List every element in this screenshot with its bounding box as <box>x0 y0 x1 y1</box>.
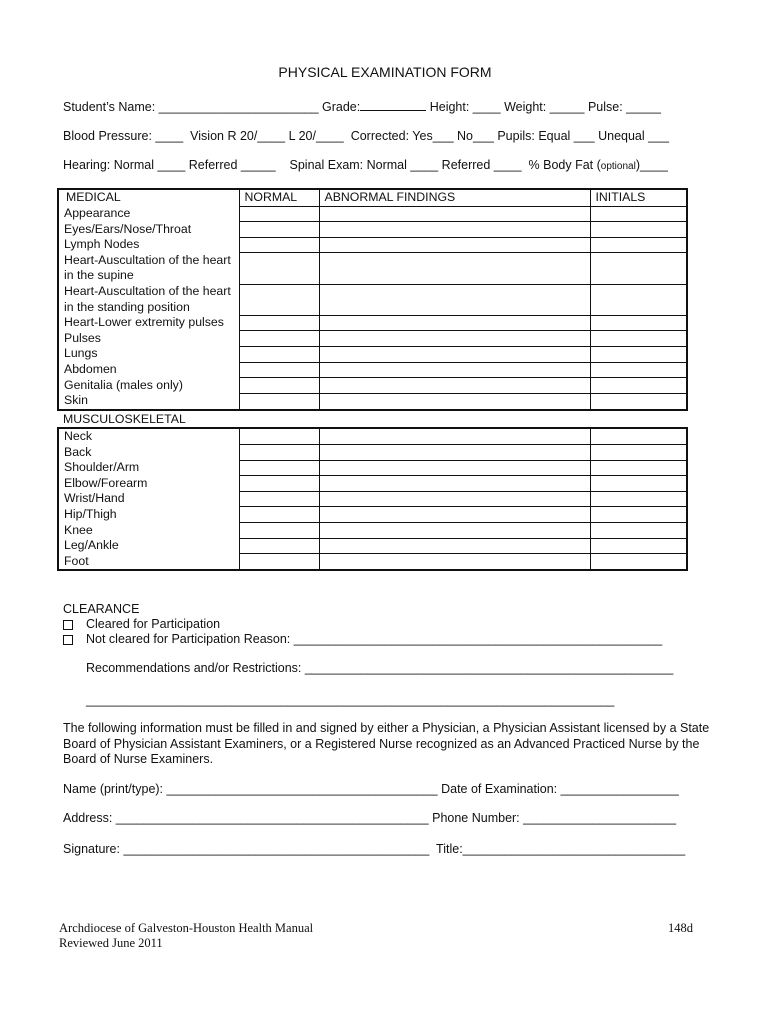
vitals-line: Blood Pressure: ____ Vision R 20/____ L 20/____ Corrected: Yes___ No___ Pupils: Equal ___ Unequal ___ <box>63 129 669 143</box>
table-row <box>58 554 687 571</box>
abnormal-findings-cell[interactable] <box>319 476 590 492</box>
exam-item-label: Lungs <box>58 346 239 362</box>
exam-item-label: Knee <box>58 523 239 539</box>
normal-cell[interactable] <box>239 378 319 394</box>
table-row <box>58 476 687 492</box>
abnormal-findings-cell[interactable] <box>319 253 590 284</box>
not-cleared-checkbox[interactable] <box>63 635 73 645</box>
initials-cell[interactable] <box>590 460 687 476</box>
exam-item-label: Heart-Lower extremity pulses <box>58 315 239 331</box>
table-row <box>58 206 687 222</box>
normal-cell[interactable] <box>239 331 319 347</box>
table-row <box>58 523 687 539</box>
exam-item-label: Wrist/Hand <box>58 491 239 507</box>
table-row <box>58 315 687 331</box>
abnormal-findings-cell[interactable] <box>319 315 590 331</box>
table-row <box>58 538 687 554</box>
abnormal-findings-cell[interactable] <box>319 445 590 461</box>
exam-item-label: Lymph Nodes <box>58 237 239 253</box>
column-header-abnormal: ABNORMAL FINDINGS <box>319 189 590 206</box>
exam-item-label: Shoulder/Arm <box>58 460 239 476</box>
initials-cell[interactable] <box>590 362 687 378</box>
abnormal-findings-cell[interactable] <box>319 460 590 476</box>
body-fat-field: )____ <box>635 158 668 172</box>
exam-item-label: Heart-Auscultation of the heart in the supine <box>58 253 239 284</box>
exam-item-label: Leg/Ankle <box>58 538 239 554</box>
abnormal-findings-cell[interactable] <box>319 346 590 362</box>
abnormal-findings-cell[interactable] <box>319 378 590 394</box>
table-row <box>58 331 687 347</box>
initials-cell[interactable] <box>590 237 687 253</box>
abnormal-findings-cell[interactable] <box>319 538 590 554</box>
normal-cell[interactable] <box>239 284 319 315</box>
initials-cell[interactable] <box>590 331 687 347</box>
normal-cell[interactable] <box>239 445 319 461</box>
exam-item-label: Pulses <box>58 331 239 347</box>
abnormal-findings-cell[interactable] <box>319 284 590 315</box>
recommendations-blank-line: ____________________________________________________________________________ <box>86 693 615 707</box>
clearance-heading: CLEARANCE <box>63 602 140 616</box>
exam-item-label: Elbow/Forearm <box>58 476 239 492</box>
table-row <box>58 237 687 253</box>
hearing-spinal-line <box>63 158 668 172</box>
table-row <box>58 362 687 378</box>
normal-cell[interactable] <box>239 523 319 539</box>
cleared-label: Cleared for Participation <box>86 617 221 631</box>
grade-field[interactable] <box>360 99 426 111</box>
initials-cell[interactable] <box>590 507 687 523</box>
musculoskeletal-heading: MUSCULOSKELETAL <box>63 412 186 426</box>
table-row <box>58 460 687 476</box>
exam-item-label: Heart-Auscultation of the heart in the standing position <box>58 284 239 315</box>
initials-cell[interactable] <box>590 554 687 571</box>
exam-item-label: Neck <box>58 428 239 445</box>
normal-cell[interactable] <box>239 554 319 571</box>
table-row <box>58 378 687 394</box>
abnormal-findings-cell[interactable] <box>319 393 590 410</box>
initials-cell[interactable] <box>590 284 687 315</box>
column-header-normal: NORMAL <box>239 189 319 206</box>
initials-cell[interactable] <box>590 206 687 222</box>
footer-reviewed: Reviewed June 2011 <box>59 936 163 950</box>
initials-cell[interactable] <box>590 378 687 394</box>
exam-item-label: Hip/Thigh <box>58 507 239 523</box>
exam-item-label: Abdomen <box>58 362 239 378</box>
medical-exam-table <box>57 188 688 411</box>
exam-item-label: Appearance <box>58 206 239 222</box>
not-cleared-label: Not cleared for Participation Reason: _____________________________________________________ <box>86 632 663 646</box>
abnormal-findings-cell[interactable] <box>319 554 590 571</box>
height-weight-pulse-label: Height: ____ Weight: _____ Pulse: _____ <box>426 100 661 114</box>
abnormal-findings-cell[interactable] <box>319 491 590 507</box>
optional-note: optional <box>600 161 636 172</box>
normal-cell[interactable] <box>239 253 319 284</box>
normal-cell[interactable] <box>239 222 319 238</box>
table-row <box>58 445 687 461</box>
table-row <box>58 428 687 445</box>
table-row <box>58 507 687 523</box>
initials-cell[interactable] <box>590 491 687 507</box>
signature-title-line: Signature: ____________________________________________ Title:________________________________ <box>63 842 686 856</box>
normal-cell[interactable] <box>239 460 319 476</box>
normal-cell[interactable] <box>239 491 319 507</box>
abnormal-findings-cell[interactable] <box>319 331 590 347</box>
abnormal-findings-cell[interactable] <box>319 222 590 238</box>
cleared-option <box>63 617 220 631</box>
column-header-medical: MEDICAL <box>58 189 239 206</box>
form-title: PHYSICAL EXAMINATION FORM <box>278 64 492 80</box>
exam-item-label: Back <box>58 445 239 461</box>
exam-item-label: Genitalia (males only) <box>58 378 239 394</box>
normal-cell[interactable] <box>239 393 319 410</box>
student-info-line <box>63 99 661 114</box>
normal-cell[interactable] <box>239 476 319 492</box>
address-phone-line: Address: _____________________________________________ Phone Number: ______________________ <box>63 811 677 825</box>
abnormal-findings-cell[interactable] <box>319 507 590 523</box>
footer-manual: Archdiocese of Galveston-Houston Health Manual <box>59 921 314 935</box>
column-header-initials: INITIALS <box>590 189 687 206</box>
normal-cell[interactable] <box>239 315 319 331</box>
normal-cell[interactable] <box>239 538 319 554</box>
initials-cell[interactable] <box>590 253 687 284</box>
initials-cell[interactable] <box>590 428 687 445</box>
abnormal-findings-cell[interactable] <box>319 206 590 222</box>
cleared-checkbox[interactable] <box>63 620 73 630</box>
normal-cell[interactable] <box>239 206 319 222</box>
table-header-row <box>58 189 687 206</box>
initials-cell[interactable] <box>590 393 687 410</box>
initials-cell[interactable] <box>590 538 687 554</box>
initials-cell[interactable] <box>590 523 687 539</box>
normal-cell[interactable] <box>239 507 319 523</box>
abnormal-findings-cell[interactable] <box>319 428 590 445</box>
table-row <box>58 346 687 362</box>
exam-item-label: Eyes/Ears/Nose/Throat <box>58 222 239 238</box>
abnormal-findings-cell[interactable] <box>319 523 590 539</box>
recommendations-line: Recommendations and/or Restrictions: _____________________________________________________ <box>86 661 674 675</box>
normal-cell[interactable] <box>239 428 319 445</box>
table-row <box>58 253 687 284</box>
not-cleared-option <box>63 632 662 646</box>
student-name-grade-label: Student’s Name: _______________________ Grade: <box>63 100 361 114</box>
name-date-line: Name (print/type): _______________________________________ Date of Examination: _________________ <box>63 782 679 796</box>
table-row <box>58 222 687 238</box>
table-row <box>58 284 687 315</box>
page-number: 148d <box>668 921 693 935</box>
initials-cell[interactable] <box>590 476 687 492</box>
abnormal-findings-cell[interactable] <box>319 362 590 378</box>
hearing-spinal-label: Hearing: Normal ____ Referred _____ Spinal Exam: Normal ____ Referred ____ % Body Fat ( <box>63 158 601 172</box>
signer-notice: The following information must be filled in and signed by either a Physician, a Physician Assistant licensed by a State Board of Physician Assistant Examiners, or a Registered Nurse recognized as an Advanced Practiced Nurse by the Board of Nurse Examiners. <box>63 721 710 766</box>
initials-cell[interactable] <box>590 445 687 461</box>
table-row <box>58 491 687 507</box>
initials-cell[interactable] <box>590 222 687 238</box>
normal-cell[interactable] <box>239 237 319 253</box>
normal-cell[interactable] <box>239 362 319 378</box>
initials-cell[interactable] <box>590 315 687 331</box>
table-row <box>58 393 687 410</box>
exam-item-label: Skin <box>58 393 239 410</box>
normal-cell[interactable] <box>239 346 319 362</box>
musculoskeletal-table <box>57 427 688 571</box>
abnormal-findings-cell[interactable] <box>319 237 590 253</box>
exam-item-label: Foot <box>58 554 239 571</box>
initials-cell[interactable] <box>590 346 687 362</box>
